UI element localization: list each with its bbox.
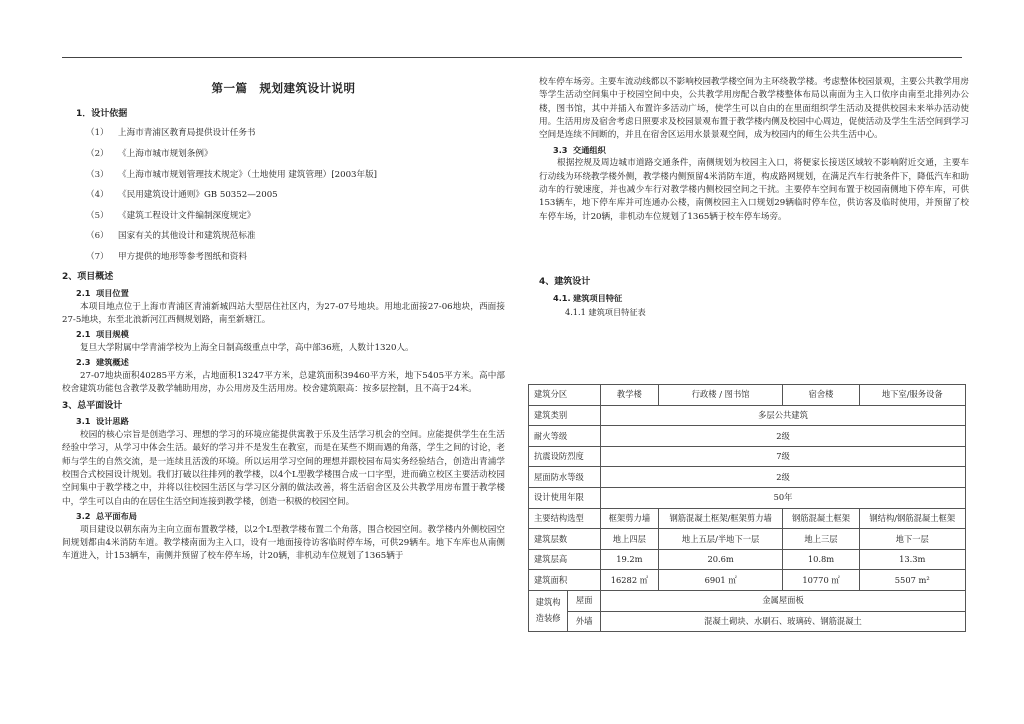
reference-item: （1） 上海市青浦区教育局提供设计任务书 [86,128,256,139]
table-row [529,611,966,632]
paragraph: 根据控规及周边城市道路交通条件，南侧规划为校园主入口，将便家长接送区域较不影响附近交通，主要车行动线为环绕教学楼外侧，教学楼内侧预留4米消防车道，构成路网规划，在满足汽车行驶条件下，降低汽车和助动车的行驶速度，并也减少车行对教学楼内侧校园空间之干扰。主要停车空间布置于校园南侧地下停车库，可供153辆车，地下停车库并可连通办公楼，南侧校园主入口规划29辆临时停车位，供访客及临时使用，并预留了校车停车场，计20辆，非机动车位规划了1365辆于校车停车场旁。 [539,158,969,222]
table-cell: 5507 m² [859,570,966,591]
table-row [529,590,966,611]
table-cell: 钢筋混凝土框架 [783,508,859,529]
table-cell: 地上三层 [783,529,859,550]
table-cell: 7级 [601,446,966,467]
table-cell: 金属屋面板 [601,590,966,611]
table-caption: 4.1.1 建筑项目特征表 [565,307,646,318]
table-row [529,385,966,406]
table-cell: 混凝土砌块、水刷石、玻璃砖、钢筋混凝土 [601,611,966,632]
subsection-heading: 3.1 设计思路 [76,416,129,427]
table-cell: 地上五层/半地下一层 [658,529,783,550]
section3-heading: 3、总平面设计 [62,400,123,411]
subsection-heading: 4.1. 建筑项目特征 [553,292,623,303]
reference-item: （6） 国家有关的其他设计和建筑规范标准 [86,231,256,242]
table-cell: 宿舍楼 [783,385,859,406]
table-cell: 16282 ㎡ [601,570,659,591]
table-cell: 建筑面积 [529,570,601,591]
right-column [539,76,969,321]
paragraph: 本项目地点位于上海市青浦区青浦新城四站大型居住社区内，为27-07号地块。用地北面接27-06地块，西面接27-5地块，东至北浪新河江西侧规划路，南至新塘江。 [62,301,505,325]
reference-item: （7） 甲方提供的地形等参考图纸和资料 [86,251,247,262]
subsection-heading: 2.1 项目规模 [76,329,129,340]
section2-heading: 2、项目概述 [62,271,114,282]
table-cell: 13.3m [859,549,966,570]
table-row [529,508,966,529]
reference-item: （2） 《上海市城市规划条例》 [86,148,213,159]
table-cell: 多层公共建筑 [601,405,966,426]
reference-item: （5） 《建筑工程设计文件编制深度规定》 [86,210,256,221]
table-cell: 地上四层 [601,529,659,550]
subsection-heading: 3.2 总平面布局 [76,511,137,522]
paragraph: 校车停车场旁。主要车流动线都以不影响校园教学楼空间为主环绕教学楼。考虑整体校园景观，主要公共教学用房等学生活动空间集中于校园空间中央，公共教学用房配合教学楼整体布局以南面为主入口依序由南至北排列办公楼，图书馆，其中并插入布置许多活动广场，使学生可以自由的在里面组织学生活动及提供校园未来举办活动使用。生活用房及宿舍考虑日照要求及校园景观布置于教学楼内侧及校园中心周边，促使活动及学生生活空间到学习空间是连续不间断的，并且在宿舍区运用水景景观空间，成为校园内的师生公共生活中心。 [539,77,969,141]
table-row [529,549,966,570]
table-cell: 建筑层高 [529,549,601,570]
table-row [529,487,966,508]
table-cell: 2级 [601,467,966,488]
table-cell: 行政楼 / 图书馆 [658,385,783,406]
table-cell: 19.2m [601,549,659,570]
table-row [529,405,966,426]
left-column [62,80,505,565]
subsection-heading: 2.3 建筑概述 [76,357,129,368]
table-row [529,529,966,550]
table-cell: 外墙 [568,611,601,632]
table-cell: 钢结构/钢筋混凝土框架 [859,508,966,529]
table-row [529,426,966,447]
subsection-heading: 2.1 项目位置 [76,287,129,298]
section4-heading: 4、建筑设计 [539,276,591,287]
table-cell: 抗震设防烈度 [529,446,601,467]
table-cell: 地下一层 [859,529,966,550]
table-cell: 地下室/服务设备 [859,385,966,406]
table-cell: 建筑层数 [529,529,601,550]
table-cell: 屋面防水等级 [529,467,601,488]
table-row [529,446,966,467]
building-spec-table [528,384,966,632]
reference-item: （3） 《上海市城市规划管理技术规定》（土地使用 建筑管理）[2003年版] [86,169,378,180]
table-cell: 设计使用年限 [529,487,601,508]
table-cell: 建筑类别 [529,405,601,426]
paragraph: 复旦大学附属中学青浦学校为上海全日制高级重点中学，高中部36班，人数计1320人。 [80,342,414,353]
table-cell: 框架剪力墙 [601,508,659,529]
paragraph: 校园的核心宗旨是创造学习、理想的学习的环境应能提供寓教于乐及生活学习机会的空间。应能提供学生在生活经验中学习，从学习中体会生活。最好的学习并不是发生在教室，而是在某些不期而遇的角落，学生之间的讨论，老师与学生的自然交流，是一连续且活泼的环境。所以运用学习空间的理想并跟校园布局实务经验结合，创造出青浦学校围合式校园设计规划。我们打破以往排列的教学楼，以4个L型教学楼围合成一口字型，进而确立校区主要活动校园空间集中于教学楼之中，并将以往校园生活区与学习区分割的做法改善，将生活宿舍区及公共教学用房布置于教学楼中，学生可以自由的在居住生活空间连接到教学楼，创造一积极的校园空间。 [62,430,505,507]
table-cell: 屋面 [568,590,601,611]
table-cell: 2级 [601,426,966,447]
table-cell: 钢筋混凝土框架/框架剪力墙 [658,508,783,529]
header-rule [62,57,962,58]
table-cell: 主要结构选型 [529,508,601,529]
table-cell: 教学楼 [601,385,659,406]
table-cell: 建筑构造装修 [529,590,568,631]
paragraph: 27-07地块面积40285平方米，占地面积13247平方米，总建筑面积39460平方米，地下5405平方米。高中部校舍建筑功能包含教学及教学辅助用房，办公用房及生活用房。校舍建筑限高：按多层控制，且不高于24米。 [62,370,505,395]
table-row [529,467,966,488]
table-cell: 20.6m [658,549,783,570]
table-cell: 耐火等级 [529,426,601,447]
table-cell: 10.8m [783,549,859,570]
page-title: 第一篇 规划建筑设计说明 [211,81,356,95]
table-cell: 建筑分区 [529,385,601,406]
table-cell: 6901 ㎡ [658,570,783,591]
table-row [529,570,966,591]
table-cell: 10770 ㎡ [783,570,859,591]
table-cell: 50年 [601,487,966,508]
paragraph: 项目建设以朝东南为主向立面布置教学楼，以2个L型教学楼布置二个角落，围合校园空间。教学楼内外侧校园空间规划都由4米消防车道。教学楼南面为主入口，设有一地面接待访客临时停车场，可供29辆车。地下车库也从南侧车道进入，计153辆车，南侧并预留了校车停车场，计20辆，非机动车位规划了1365辆于 [62,524,505,562]
section1-heading: 1．设计依据 [76,108,128,119]
subsection-heading: 3.3 交通组织 [553,144,606,155]
reference-item: （4） 《民用建筑设计通则》GB 50352—2005 [86,190,278,201]
